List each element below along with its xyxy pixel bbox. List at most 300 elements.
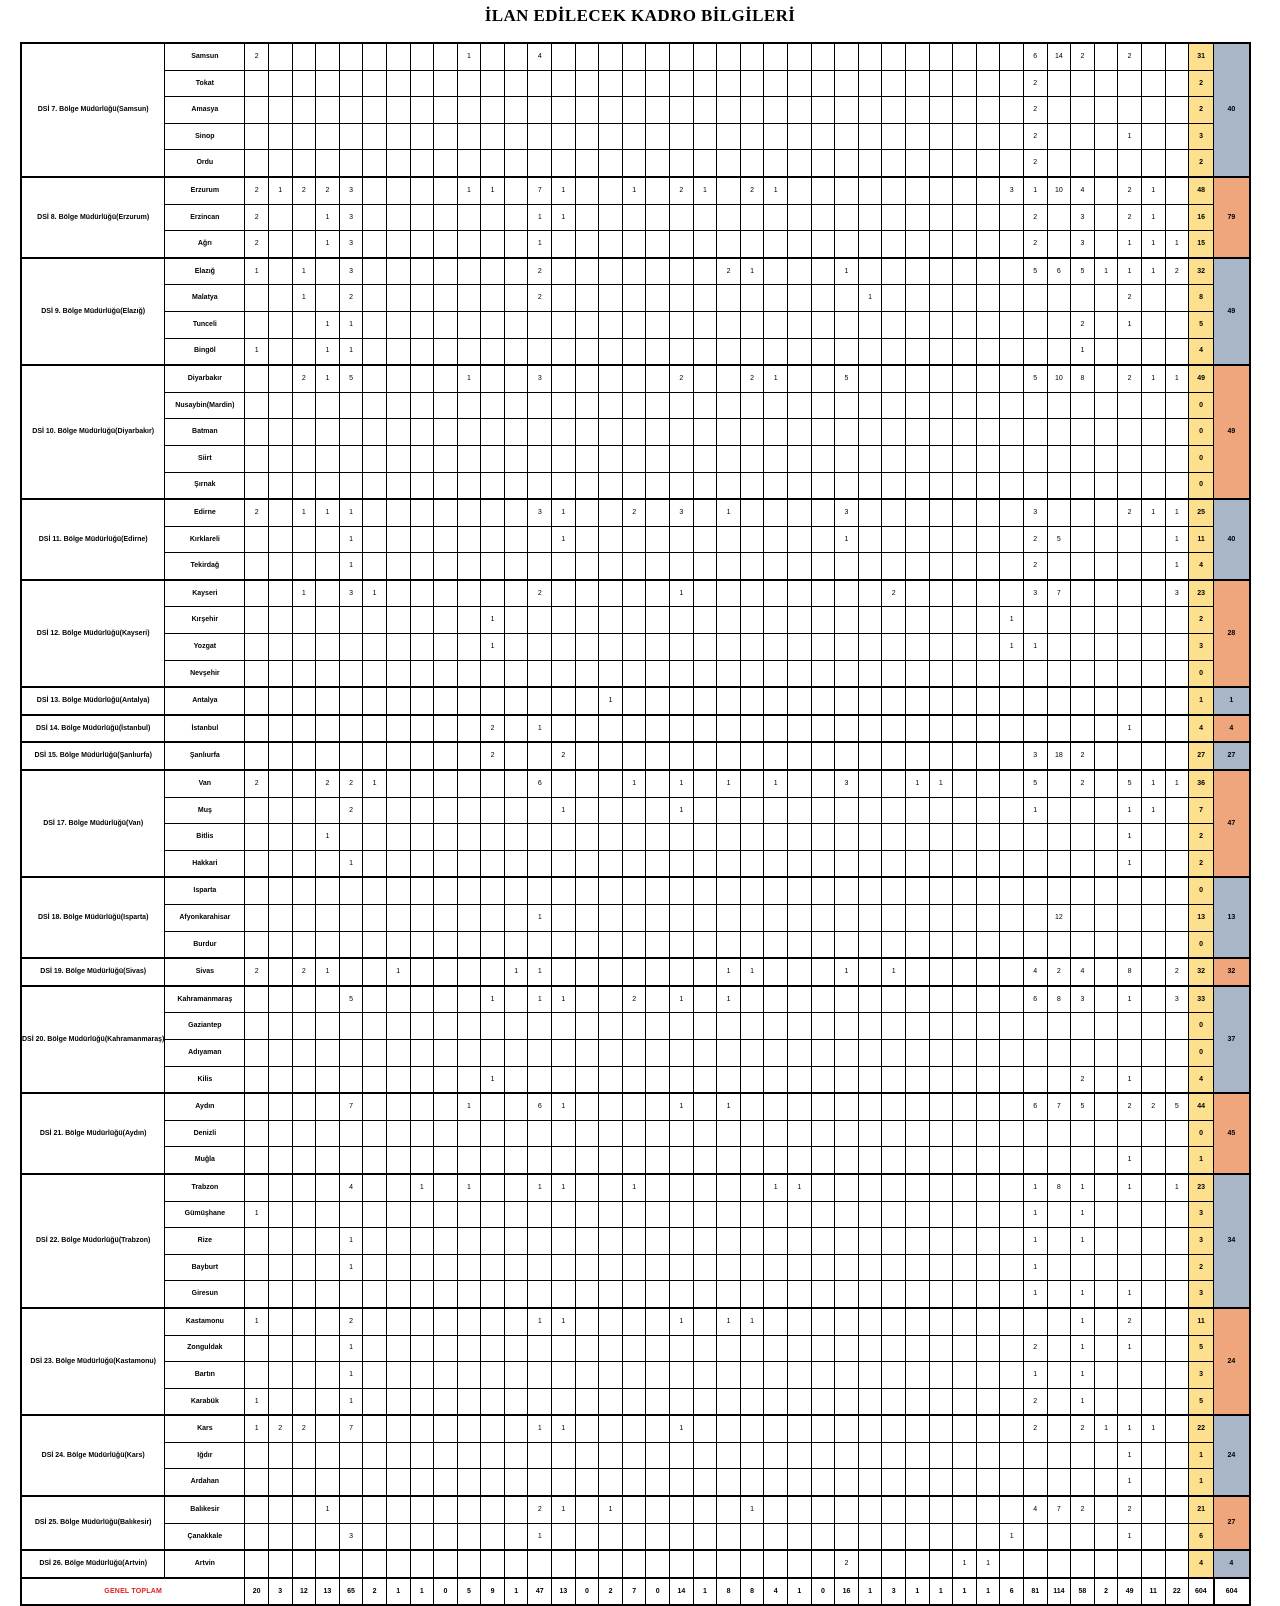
matrix-cell [1000,770,1024,797]
matrix-cell [575,97,599,124]
matrix-cell [1165,1039,1189,1066]
table-row [21,1013,1250,1040]
matrix-cell [788,715,812,743]
matrix-cell [976,986,1000,1013]
row-total-cell: 22 [1189,1415,1214,1442]
matrix-cell [268,660,292,687]
province-label: Şanlıurfa [165,742,245,770]
matrix-cell [434,1013,458,1040]
matrix-cell [693,1496,717,1523]
matrix-cell [646,742,670,770]
matrix-cell [858,1201,882,1228]
matrix-cell [622,660,646,687]
matrix-cell: 3 [835,770,859,797]
row-total-cell: 5 [1189,1388,1214,1415]
matrix-cell [1000,1550,1024,1578]
province-label: Amasya [165,97,245,124]
matrix-cell [764,660,788,687]
matrix-cell [740,770,764,797]
matrix-cell [905,365,929,392]
matrix-cell [292,1308,316,1335]
matrix-cell [599,1550,623,1578]
matrix-cell [386,1013,410,1040]
genel-matrix-cell: 2 [599,1578,623,1606]
matrix-cell [386,1093,410,1120]
matrix-cell [363,877,387,904]
matrix-cell [316,1174,340,1201]
province-label: Balıkesir [165,1496,245,1523]
matrix-cell [386,1066,410,1093]
matrix-cell: 1 [552,177,576,204]
matrix-cell [1047,1254,1071,1281]
matrix-cell [764,311,788,338]
matrix-cell [882,660,906,687]
matrix-cell [788,1147,812,1174]
matrix-cell [316,607,340,634]
matrix-cell [693,1281,717,1308]
matrix-cell [1047,1335,1071,1362]
matrix-cell [599,742,623,770]
matrix-cell [788,850,812,877]
matrix-cell [481,1093,505,1120]
matrix-cell [1047,634,1071,661]
matrix-cell [575,824,599,851]
matrix-cell [268,204,292,231]
matrix-cell [292,43,316,70]
matrix-cell [788,1335,812,1362]
matrix-cell [953,986,977,1013]
matrix-cell [1118,660,1142,687]
matrix-cell [363,1147,387,1174]
matrix-cell [953,472,977,499]
matrix-cell [1047,687,1071,715]
matrix-cell [434,150,458,177]
matrix-cell [434,1254,458,1281]
matrix-cell [693,311,717,338]
matrix-cell [858,1550,882,1578]
matrix-cell [1094,1147,1118,1174]
matrix-cell [575,742,599,770]
matrix-cell [693,824,717,851]
matrix-cell [410,1093,434,1120]
matrix-cell: 1 [1118,1066,1142,1093]
matrix-cell [646,1147,670,1174]
matrix-cell [929,1281,953,1308]
matrix-cell [339,1496,363,1523]
matrix-cell [504,365,528,392]
matrix-cell [1165,1254,1189,1281]
matrix-cell [339,634,363,661]
matrix-cell [481,1228,505,1255]
matrix-cell [905,1120,929,1147]
matrix-cell [434,1362,458,1389]
matrix-cell [953,365,977,392]
matrix-cell [292,123,316,150]
matrix-cell [670,1550,694,1578]
matrix-cell: 2 [1047,958,1071,986]
matrix-cell [1094,1496,1118,1523]
matrix-cell [410,607,434,634]
matrix-cell [1000,445,1024,472]
matrix-cell [717,419,741,446]
province-label: Antalya [165,687,245,715]
matrix-cell [386,285,410,312]
matrix-cell [363,1550,387,1578]
matrix-cell: 2 [1118,1093,1142,1120]
matrix-cell [363,499,387,526]
matrix-cell [1141,43,1165,70]
matrix-cell: 1 [339,526,363,553]
matrix-cell: 1 [552,526,576,553]
matrix-cell: 2 [316,177,340,204]
matrix-cell [434,1469,458,1496]
matrix-cell [1094,1281,1118,1308]
matrix-cell: 1 [528,231,552,258]
matrix-cell [292,824,316,851]
matrix-cell [905,445,929,472]
matrix-cell [693,338,717,365]
province-label: Tokat [165,70,245,97]
matrix-cell [646,177,670,204]
matrix-cell [552,1228,576,1255]
matrix-cell [811,770,835,797]
matrix-cell [764,931,788,958]
matrix-cell [646,1254,670,1281]
matrix-cell [1000,365,1024,392]
matrix-cell [292,660,316,687]
matrix-cell [764,742,788,770]
matrix-cell [670,43,694,70]
matrix-cell [386,97,410,124]
table-row [21,1442,1250,1469]
matrix-cell [693,850,717,877]
matrix-cell [1000,43,1024,70]
matrix-cell [316,1550,340,1578]
matrix-cell [481,419,505,446]
matrix-cell [410,1523,434,1550]
matrix-cell [622,472,646,499]
matrix-cell [953,97,977,124]
matrix-cell [410,958,434,986]
matrix-cell [811,1066,835,1093]
matrix-cell [835,1093,859,1120]
matrix-cell [1047,607,1071,634]
matrix-cell [1094,419,1118,446]
matrix-cell [740,1201,764,1228]
matrix-cell [1118,70,1142,97]
matrix-cell [622,1039,646,1066]
matrix-cell: 14 [1047,43,1071,70]
matrix-cell [292,770,316,797]
matrix-cell: 1 [339,553,363,580]
matrix-cell [905,526,929,553]
matrix-cell [764,472,788,499]
matrix-cell [599,231,623,258]
matrix-cell [811,986,835,1013]
matrix-cell [268,715,292,743]
matrix-cell [622,958,646,986]
matrix-cell: 1 [1023,1228,1047,1255]
matrix-cell [953,958,977,986]
matrix-cell [764,1550,788,1578]
matrix-cell [882,1469,906,1496]
matrix-cell [835,43,859,70]
matrix-cell [386,1362,410,1389]
matrix-cell: 1 [622,770,646,797]
matrix-cell: 1 [457,1174,481,1201]
matrix-cell [717,824,741,851]
matrix-cell [976,687,1000,715]
matrix-cell [764,607,788,634]
matrix-cell: 2 [339,770,363,797]
matrix-cell [1094,177,1118,204]
matrix-cell [670,472,694,499]
matrix-cell [905,986,929,1013]
matrix-cell [1094,850,1118,877]
matrix-cell: 1 [504,958,528,986]
matrix-cell [693,499,717,526]
matrix-cell [386,1254,410,1281]
matrix-cell [599,419,623,446]
matrix-cell [835,986,859,1013]
matrix-cell [316,1228,340,1255]
province-label: Siirt [165,445,245,472]
matrix-cell [316,850,340,877]
matrix-cell [622,553,646,580]
matrix-cell [245,1254,269,1281]
matrix-cell [363,905,387,932]
matrix-cell [905,715,929,743]
matrix-cell [316,660,340,687]
matrix-cell [1094,770,1118,797]
matrix-cell [1071,472,1095,499]
matrix-cell [434,445,458,472]
row-total-cell: 2 [1189,150,1214,177]
matrix-cell [1023,1469,1047,1496]
matrix-cell [481,1147,505,1174]
matrix-cell [1000,204,1024,231]
matrix-cell [457,1469,481,1496]
matrix-cell [552,958,576,986]
matrix-cell [882,70,906,97]
matrix-cell: 5 [1118,770,1142,797]
matrix-cell [481,1281,505,1308]
matrix-cell [504,1469,528,1496]
matrix-cell [740,123,764,150]
matrix-cell [599,204,623,231]
matrix-cell [1047,150,1071,177]
matrix-cell [740,553,764,580]
matrix-cell [386,526,410,553]
matrix-cell [386,770,410,797]
matrix-cell: 5 [1023,258,1047,285]
matrix-cell [717,231,741,258]
matrix-cell [835,1201,859,1228]
matrix-cell [740,877,764,904]
matrix-cell [1141,1523,1165,1550]
matrix-cell: 1 [1118,1442,1142,1469]
matrix-cell: 1 [552,986,576,1013]
matrix-cell [504,877,528,904]
matrix-cell [646,1228,670,1255]
matrix-cell [1165,445,1189,472]
matrix-cell [670,1066,694,1093]
matrix-cell [552,231,576,258]
matrix-cell [953,392,977,419]
matrix-cell [599,607,623,634]
matrix-cell [646,150,670,177]
matrix-cell [1071,70,1095,97]
matrix-cell [905,1201,929,1228]
matrix-cell [811,905,835,932]
matrix-cell: 5 [835,365,859,392]
province-label: Kilis [165,1066,245,1093]
matrix-cell [552,1388,576,1415]
matrix-cell [268,285,292,312]
matrix-cell [858,660,882,687]
matrix-cell [953,742,977,770]
matrix-cell: 1 [552,1415,576,1442]
matrix-cell [363,1174,387,1201]
matrix-cell [835,231,859,258]
matrix-cell [434,905,458,932]
matrix-cell [1047,419,1071,446]
region-total-cell: 4 [1214,715,1250,743]
matrix-cell [905,553,929,580]
matrix-cell [386,660,410,687]
matrix-cell [622,365,646,392]
matrix-cell: 1 [1118,1174,1142,1201]
matrix-cell: 3 [339,204,363,231]
matrix-cell [646,660,670,687]
province-label: Şırnak [165,472,245,499]
province-label: Rize [165,1228,245,1255]
matrix-cell [811,742,835,770]
genel-matrix-cell: 3 [882,1578,906,1606]
matrix-cell [316,1388,340,1415]
matrix-cell: 1 [1000,607,1024,634]
matrix-cell [575,1120,599,1147]
matrix-cell [788,1066,812,1093]
matrix-cell [410,931,434,958]
matrix-cell [622,97,646,124]
matrix-cell [245,1039,269,1066]
province-label: Nevşehir [165,660,245,687]
matrix-cell [764,1013,788,1040]
matrix-cell [717,526,741,553]
genel-matrix-cell: 49 [1118,1578,1142,1606]
matrix-cell [457,1066,481,1093]
matrix-cell [976,877,1000,904]
matrix-cell [788,311,812,338]
matrix-cell [410,634,434,661]
matrix-cell [268,43,292,70]
matrix-cell [386,931,410,958]
matrix-cell [1165,70,1189,97]
matrix-cell [552,607,576,634]
matrix-cell: 2 [245,177,269,204]
matrix-cell [481,797,505,824]
matrix-cell [717,931,741,958]
matrix-cell [622,150,646,177]
matrix-cell: 1 [316,499,340,526]
matrix-cell [245,580,269,607]
matrix-cell [905,931,929,958]
matrix-cell [1000,660,1024,687]
matrix-cell [434,1442,458,1469]
matrix-cell [339,1281,363,1308]
matrix-cell [481,1442,505,1469]
matrix-cell [292,70,316,97]
matrix-cell: 2 [245,958,269,986]
matrix-cell [622,607,646,634]
matrix-cell [811,607,835,634]
matrix-cell [363,1362,387,1389]
row-total-cell: 11 [1189,526,1214,553]
province-label: Bayburt [165,1254,245,1281]
matrix-cell [1000,1228,1024,1255]
matrix-cell [292,1254,316,1281]
matrix-cell [552,634,576,661]
matrix-cell: 2 [292,958,316,986]
matrix-cell [1000,1201,1024,1228]
matrix-cell [976,123,1000,150]
matrix-cell [788,445,812,472]
matrix-cell: 1 [693,177,717,204]
matrix-cell [1141,607,1165,634]
matrix-cell [976,1066,1000,1093]
matrix-cell [717,43,741,70]
matrix-cell [504,338,528,365]
matrix-cell: 3 [339,580,363,607]
matrix-cell [363,958,387,986]
matrix-cell [976,1254,1000,1281]
matrix-cell [1165,905,1189,932]
matrix-cell: 2 [316,770,340,797]
matrix-cell [410,338,434,365]
matrix-cell [528,1281,552,1308]
matrix-cell [717,70,741,97]
matrix-cell: 1 [457,1093,481,1120]
matrix-cell [410,1013,434,1040]
matrix-cell [386,1550,410,1578]
matrix-cell [1094,1039,1118,1066]
matrix-cell [292,1066,316,1093]
matrix-cell [1094,580,1118,607]
matrix-cell [882,715,906,743]
matrix-cell [929,1550,953,1578]
matrix-cell [811,150,835,177]
matrix-cell [740,1147,764,1174]
matrix-cell [905,1415,929,1442]
matrix-cell [1094,715,1118,743]
matrix-cell [835,1496,859,1523]
matrix-cell [599,1388,623,1415]
matrix-cell: 2 [1118,177,1142,204]
matrix-cell [481,1362,505,1389]
province-label: Samsun [165,43,245,70]
matrix-cell [1071,931,1095,958]
matrix-cell [316,472,340,499]
matrix-cell [953,1201,977,1228]
row-total-cell: 1 [1189,687,1214,715]
matrix-cell [504,526,528,553]
matrix-cell [245,850,269,877]
matrix-cell [339,607,363,634]
province-label: Erzurum [165,177,245,204]
row-total-cell: 4 [1189,1550,1214,1578]
matrix-cell [717,1335,741,1362]
